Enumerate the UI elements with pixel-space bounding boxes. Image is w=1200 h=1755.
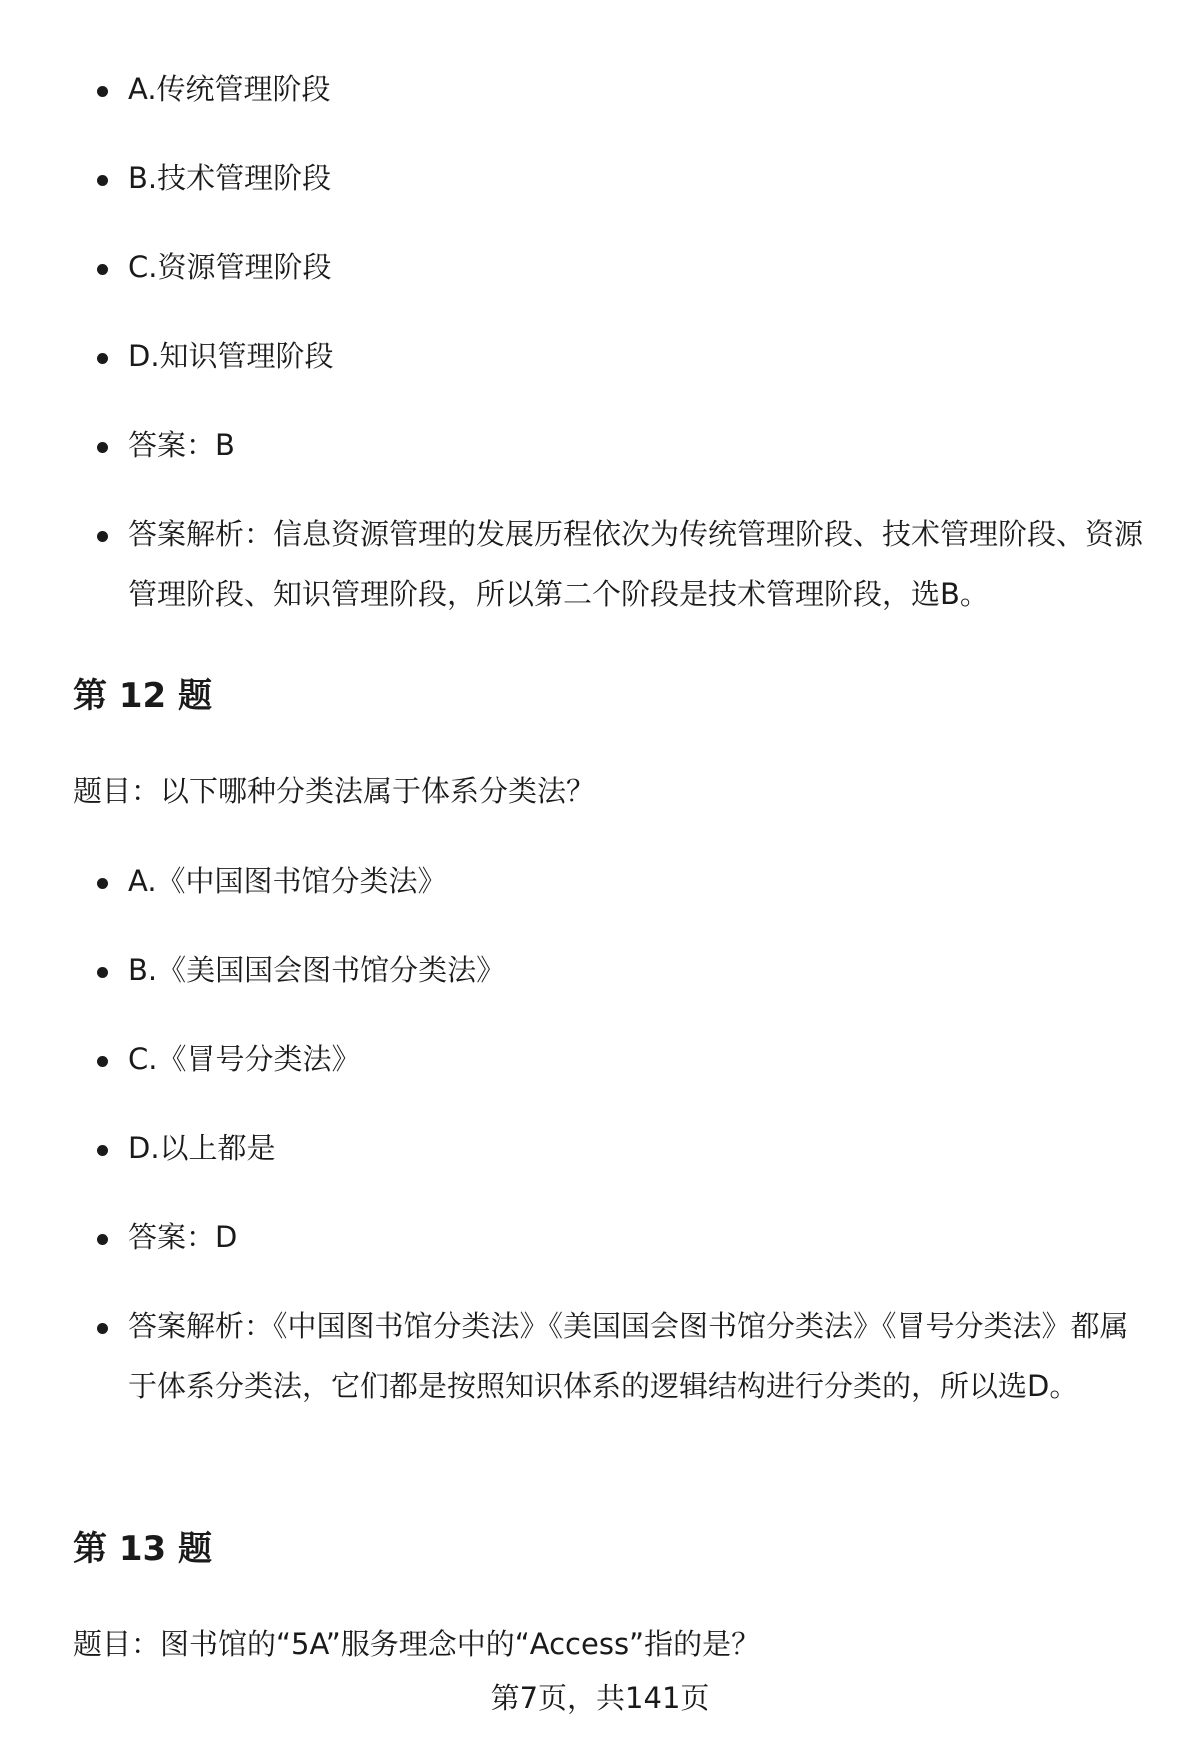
- q11-option-b: B.技术管理阶段: [0, 148, 1200, 208]
- question-11-continued: [0, 59, 1200, 653]
- question-12: [0, 666, 1200, 726]
- q12-body: [0, 851, 1200, 1445]
- q12-option-d: D.以上都是: [0, 1118, 1200, 1178]
- q13-heading: 第 13 题: [73, 1529, 212, 1569]
- q11-option-d: D.知识管理阶段: [0, 326, 1200, 386]
- page-footer: 第7页，共141页: [490, 1681, 710, 1715]
- q11-option-a: A.传统管理阶段: [0, 59, 1200, 119]
- q13-question: 题目：图书馆的“5A”服务理念中的“Access”指的是？: [73, 1627, 761, 1661]
- q11-option-list: [0, 59, 1200, 624]
- q12-question: 题目：以下哪种分类法属于体系分类法？: [73, 774, 596, 808]
- q12-option-a: A.《中国图书馆分类法》: [0, 851, 1200, 911]
- q12-option-c: C.《冒号分类法》: [0, 1029, 1200, 1089]
- q11-analysis: 答案解析：信息资源管理的发展历程依次为传统管理阶段、技术管理阶段、资源管理阶段、知识管理阶段，所以第二个阶段是技术管理阶段，选B。: [0, 504, 1200, 624]
- q11-answer: 答案：B: [0, 415, 1200, 475]
- q12-option-b: B.《美国国会图书馆分类法》: [0, 940, 1200, 1000]
- q12-analysis: 答案解析：《中国图书馆分类法》《美国国会图书馆分类法》《冒号分类法》都属于体系分类法，它们都是按照知识体系的逻辑结构进行分类的，所以选D。: [0, 1296, 1200, 1416]
- q12-answer: 答案：D: [0, 1207, 1200, 1267]
- question-13: [0, 1519, 1200, 1579]
- q11-option-c: C.资源管理阶段: [0, 237, 1200, 297]
- q12-heading: 第 12 题: [73, 676, 212, 716]
- q12-option-list: [0, 851, 1200, 1416]
